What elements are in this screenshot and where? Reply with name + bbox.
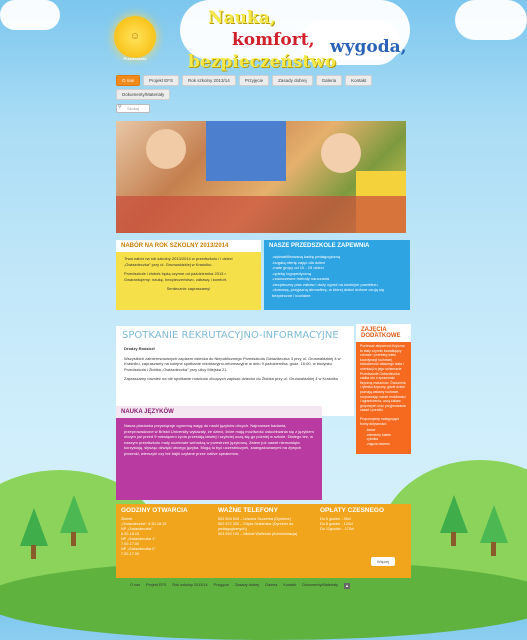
godziny-line: 7.00-17.00 bbox=[121, 542, 140, 546]
oplaty-column bbox=[315, 504, 411, 578]
list-item: -opiekę logopedyczną bbox=[272, 270, 311, 276]
nauka-text: Nasza placówka przywiązuje ogromną wagę do nauki języków obcych. Najnowsze badania, przeprowadzone w Bristol University wykazały, że dzieci, które mają możliwość osłuchiwania się z językiem obcym już przed 9 miesiącem życia przestają łatwiej i szybciej uczą się go później w szkole. Dlatego też, w naszym przedszkolu mały uczniowie wchodzą w przestrzeń językową. Zatem już nawet niemowlęta korzystają, słysząc dźwięki obcego języka. Mogą tu być uczestniczymi, zaangażowanymi na żywych piosenki, wierszyki czy też bajki czytane przez native speakerów. bbox=[124, 423, 314, 456]
tree-trunk bbox=[491, 542, 496, 556]
godziny-line: NP „Gwiazdeczka 1” bbox=[121, 537, 156, 541]
nabor-box bbox=[116, 240, 261, 310]
oplata-line: Do 8 godzin - 120zł bbox=[320, 522, 353, 526]
zajecia-text-2: Proponujemy następujące formy aktywności: bbox=[360, 416, 400, 426]
list-item: -bezpieczny plac zabaw i duży ogród na świeżym powietrzu bbox=[272, 281, 378, 287]
list-item: -tańce bbox=[366, 428, 376, 433]
tree-trunk bbox=[31, 545, 36, 559]
godziny-line: NP „Gwiazdeczka 2” bbox=[121, 547, 156, 551]
wiecej-button[interactable]: Więcej bbox=[371, 557, 395, 566]
nav-item-dokumenty[interactable]: Dokumenty/Materiały bbox=[116, 89, 170, 100]
nauka-box bbox=[116, 406, 322, 500]
zajecia-text-1: Ponieważ aktywność fizyczna to stały czynnik kształtujący zdrowie i przebieg wielu koordynacji ruchowej, świadomość własnego ciała i orientacji w jego schemacie Przedszkole Gwiazdeczka zadba oto o sprawność fizyczną maluchów. Ćwiczenia i rytmika fizyczny, gdzie dzieci poznają zabawy ruchowe, rozpoznając nasze możliwości i ograniczenia, uczą zabaw grupowych oraz przyjmowania zasad i porażki. bbox=[360, 344, 406, 413]
footer-nav bbox=[130, 583, 350, 589]
spotkanie-article bbox=[116, 326, 354, 416]
slogan-line-2: komfort, bbox=[232, 30, 315, 50]
nav-item-projekt-efs[interactable]: Projekt EFS bbox=[143, 75, 179, 86]
telefon-line: 502 672 320 – Edyta Grabińska (Dyrektor ds. pedagogicznych) bbox=[218, 522, 295, 531]
cloud-decoration bbox=[0, 0, 60, 30]
nav-item-kontakt[interactable]: Kontakt bbox=[345, 75, 372, 86]
tree-trunk bbox=[451, 532, 456, 546]
list-item: -małe grupy od 10 - 15 dzieci bbox=[272, 265, 324, 270]
logo-label: Przedszkole bbox=[123, 56, 147, 61]
nav-item-o-nas[interactable]: O nas bbox=[116, 75, 140, 86]
nabor-title: NABÓR NA ROK SZKOLNY 2013/2014 bbox=[116, 240, 261, 252]
nauka-title: NAUKA JĘZYKÓW bbox=[116, 406, 322, 418]
zajecia-title: ZAJĘCIA DODATKOWE bbox=[356, 324, 411, 342]
footer-link-dokumenty[interactable]: Dokumenty/Materiały bbox=[302, 583, 338, 587]
zapewnia-box bbox=[264, 240, 410, 310]
godziny-line: 7.00-17.00 bbox=[121, 552, 140, 556]
godziny-line: Żłobek bbox=[121, 517, 133, 521]
slogan-line-1: Nauka, bbox=[208, 8, 276, 28]
slogan-line-4: wygoda, bbox=[330, 37, 407, 57]
photo-block bbox=[206, 121, 286, 181]
search-input[interactable]: Szukaj bbox=[116, 104, 150, 113]
zapewnia-title: NASZE PRZEDSZKOLE ZAPEWNIA bbox=[269, 243, 370, 249]
footer-link-rok-szkolny[interactable]: Rok szkolny 2013/14 bbox=[172, 583, 208, 587]
tree-decoration bbox=[20, 508, 48, 546]
slogan-line-3: bezpieczeństwo bbox=[188, 52, 337, 72]
smile-icon: ☺ bbox=[129, 31, 141, 42]
oplaty-lines bbox=[320, 517, 406, 532]
spotkanie-text-1: Wszystkich zainteresowanych zapisem dziecka do Niepublicznego Przedszkola Gwiazdeczka 3 przy ul. Grunwaldzkiej 4 w Kraśniku, zapraszamy na kolejne spotkanie rekrutacyjno-informacyjne w dniu 9 października, godz. 16:00, w budynku Przedszkola i Żłobka „Gwiazdeczka” przy ulicy Miejska 21. bbox=[124, 355, 341, 372]
telefony-title: WAŻNE TELEFONY bbox=[218, 507, 278, 514]
footer-link-przyjecie[interactable]: Przyjęcie bbox=[213, 583, 230, 587]
tree-decoration bbox=[440, 495, 468, 533]
nav-item-zasady[interactable]: Zasady dobrej bbox=[272, 75, 313, 86]
nabor-text-1: Trwa nabór na rok szkolny 2013/2014 w przedszkolu i i dzieci „Gwiazdeczka” przy ul. Grunwaldzkiej w Kraśniku. bbox=[124, 256, 233, 267]
sun-logo[interactable] bbox=[114, 16, 156, 61]
godziny-column bbox=[116, 504, 211, 578]
list-item: -elementy baletu bbox=[366, 432, 392, 437]
list-item: -domową, przyjazną atmosferę, w której dzieci dobrze czują się bezpieczne i kochane bbox=[272, 287, 385, 298]
tree-trunk bbox=[71, 532, 76, 546]
telefony-lines bbox=[218, 517, 308, 537]
main-nav bbox=[116, 75, 416, 100]
footer-link-galeria[interactable]: Galeria bbox=[265, 583, 278, 587]
nabor-text-2: Przedszkole i żłobek będą czynne od października 2013 r. Gwarantujemy: naukę, bezpieczeństwo, zabawę i komfort. bbox=[124, 271, 228, 282]
scroll-top-icon[interactable]: ▲ bbox=[344, 583, 349, 588]
list-item: -zajęcia baseno bbox=[366, 441, 390, 446]
zajecia-box bbox=[356, 324, 411, 454]
telefon-line: 503 593 100 – Michał Walterski (Administracja) bbox=[218, 532, 298, 536]
godziny-line: NP „Gwiazdeczka” bbox=[121, 527, 153, 531]
hero-photo bbox=[116, 121, 406, 233]
photo-child-1 bbox=[146, 129, 186, 169]
zajecia-list bbox=[356, 428, 411, 446]
info-band bbox=[116, 504, 411, 578]
search-icon: ⚲ bbox=[118, 104, 122, 110]
tree-decoration bbox=[480, 505, 508, 543]
tree-decoration bbox=[60, 495, 88, 533]
oplata-line: Do 5 godzin - 90zł bbox=[320, 517, 351, 521]
cloud-decoration bbox=[455, 0, 527, 40]
photo-child-2 bbox=[321, 133, 361, 173]
list-item: -rytmika bbox=[366, 437, 379, 442]
telefon-line: 502 504 543 – Urszula Szczerba (Dyrektor) bbox=[218, 517, 292, 521]
list-item: -bogatą ofertę zajęć dla dzieci bbox=[272, 259, 326, 265]
oplaty-title: OPŁATY CZESNEGO bbox=[320, 507, 385, 514]
list-item: -wykwalifikowaną kadrę pedagogiczną bbox=[272, 254, 341, 259]
footer-link-projekt-efs[interactable]: Projekt EFS bbox=[146, 583, 167, 587]
nav-item-galeria[interactable]: Galeria bbox=[316, 75, 343, 86]
godziny-title: GODZINY OTWARCIA bbox=[121, 507, 188, 514]
telefony-column bbox=[213, 504, 313, 578]
godziny-line: „Gwiazdeczka”: 6.30-18.15 bbox=[121, 522, 167, 526]
zapewnia-list bbox=[264, 252, 410, 300]
spotkanie-greeting: Drodzy Rodzice! bbox=[124, 346, 156, 351]
photo-mat bbox=[116, 196, 406, 233]
footer-link-zasady[interactable]: Zasady dobrej bbox=[235, 583, 260, 587]
list-item: -nowoczesne metody nauczania bbox=[272, 276, 330, 281]
oplata-line: Do 12godzin - 170zł bbox=[320, 527, 354, 531]
spotkanie-text-2: Zapraszamy również na nie spotkanie rodziców chcących zapisać dziecko do Żłobka przy ul. Grunwaldzkiej 4 w Kraśniku bbox=[124, 376, 339, 381]
nav-item-przyjecie[interactable]: Przyjęcie bbox=[239, 75, 269, 86]
footer-link-kontakt[interactable]: Kontakt bbox=[283, 583, 297, 587]
footer-link-o-nas[interactable]: O nas bbox=[130, 583, 141, 587]
nav-item-rok-szkolny[interactable]: Rok szkolny 2013/14 bbox=[182, 75, 236, 86]
godziny-lines bbox=[121, 517, 206, 557]
godziny-line: 6.30-18.15 bbox=[121, 532, 140, 536]
spotkanie-title: SPOTKANIE REKRUTACYJNO-INFORMACYJNE bbox=[122, 330, 339, 341]
nabor-text-3: Serdecznie zapraszamy! bbox=[166, 286, 211, 291]
